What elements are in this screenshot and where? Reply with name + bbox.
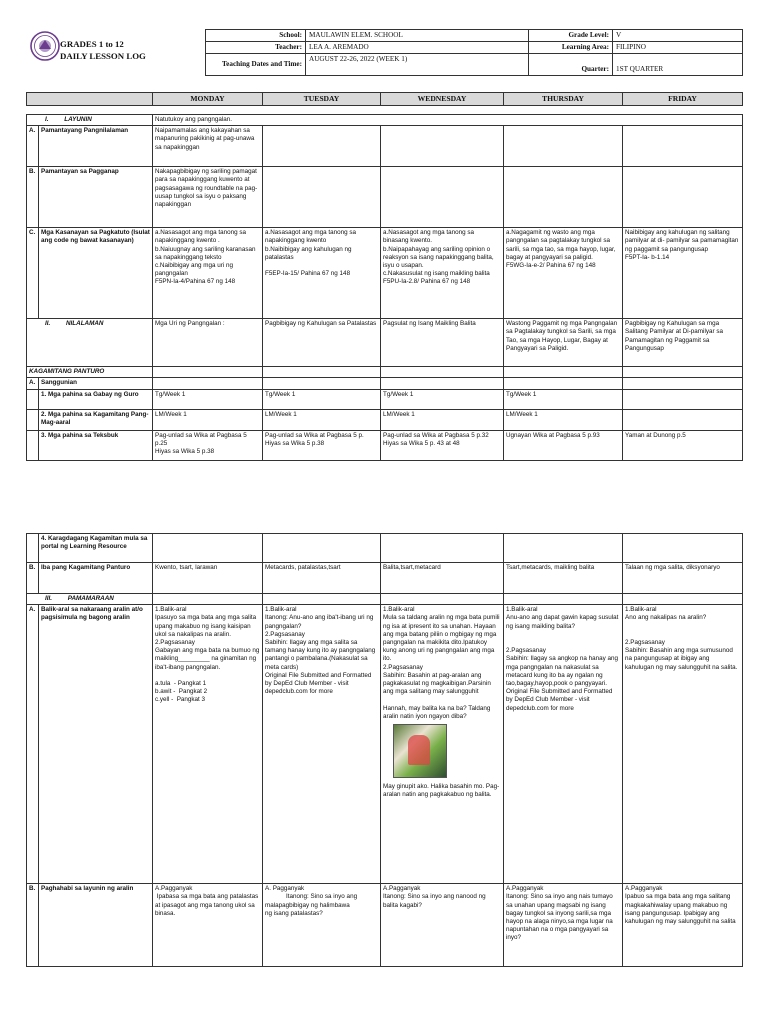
t2b2-tuesday: A. Pagganyak Itanong: Sino sa inyo ang malapagbibigay ng halimbawa ng isang patalastas? — [263, 884, 381, 967]
day-monday: MONDAY — [153, 93, 263, 106]
layunin-title: LAYUNIN — [64, 116, 92, 123]
nilalaman-friday: Pagbibigay ng Kahulugan sa mga Salitang Pamilyar at Di-pamilyar sa Pamamagitan ng Paggamit sa Pangungusap — [623, 319, 743, 367]
lesson-table-1 — [26, 114, 743, 461]
row-nilalaman — [27, 319, 743, 367]
t2a-letter: A. — [27, 605, 39, 884]
r2-monday: LM/Week 1 — [153, 409, 263, 430]
sanggunian-letter: A. — [27, 378, 39, 389]
sang-wednesday — [381, 378, 504, 389]
r4-wednesday — [381, 534, 504, 563]
row-sanggunian — [27, 378, 743, 389]
r4-blank — [27, 534, 39, 563]
r3-label: 3. Mga pahina sa Teksbuk — [39, 430, 153, 460]
r2-friday — [623, 409, 743, 430]
nilalaman-wednesday: Pagsulat ng Isang Maikling Balita — [381, 319, 504, 367]
deped-seal-logo — [30, 31, 60, 61]
grade-label: Grade Level: — [529, 30, 613, 42]
teacher-value: LEA A. AREMADO — [306, 42, 529, 54]
pam-wednesday — [381, 594, 504, 605]
kag-tuesday — [263, 367, 381, 378]
a-monday: Naipamamalas ang kakayahan sa mapanuring pakikinig at pag-unawa sa napakinggan — [153, 126, 263, 167]
pam-friday — [623, 594, 743, 605]
kag-friday — [623, 367, 743, 378]
r3-blank — [27, 430, 39, 460]
a-tuesday — [263, 126, 381, 167]
classroom-photo — [393, 724, 447, 778]
t2b2-wednesday: A.Pagganyak Itanong: Sino sa inyo ang nanood ng balita kagabi? — [381, 884, 504, 967]
nilalaman-monday: Mga Uri ng Pangngalan : — [153, 319, 263, 367]
brand-line2: DAILY LESSON LOG — [60, 51, 146, 61]
sang-friday — [623, 378, 743, 389]
brand-title — [60, 38, 146, 62]
b-letter: B. — [27, 167, 39, 228]
nilalaman-title: NILALAMAN — [66, 320, 104, 328]
header-info-table — [205, 29, 743, 76]
kag-monday — [153, 367, 263, 378]
t2b2-monday: A.Pagganyak Ipabasa sa mga bata ang patalastas at ipasagot ang mga tanong ukol sa binasa. — [153, 884, 263, 967]
quarter-label: Quarter: — [529, 54, 613, 76]
r3-thursday: Ugnayan Wika at Pagbasa 5 p.93 — [504, 430, 623, 460]
layunin-num: I. — [45, 116, 49, 123]
sanggunian-label: Sanggunian — [39, 378, 153, 389]
t2a-wednesday-text2: May ginupit ako. Halika basahin mo. Pag-aralan natin ang pagkakabuo ng balita. — [383, 783, 500, 799]
row-teksbuk — [27, 430, 743, 460]
grade-value: V — [613, 30, 743, 42]
r1-label: 1. Mga pahina sa Gabay ng Guro — [39, 389, 153, 409]
b-label: Pamantayan sa Pagganap — [39, 167, 153, 228]
t2a-friday: 1.Balik-aral Ano ang nakalipas na aralin? 2.Pagsasanay Sabihin: Basahin ang mga sumusunod na pangungusap at ibigay ang kahulugan ng may salungguhit na salita. — [623, 605, 743, 884]
row-layunin — [27, 115, 743, 126]
r4-monday — [153, 534, 263, 563]
pam-monday — [153, 594, 263, 605]
sang-thursday — [504, 378, 623, 389]
t2a-tuesday: 1.Balik-aral Itanong: Anu-ano ang iba't-ibang uri ng pangngalan? 2.Pagsasanay Sabihin: Ilagay ang mga salita sa tamang hanay kung ito ay pangngalang pantangi o pambalana.(Nakasulat sa meta cards) Original File Submitted and Formatted by DepEd Club Member - visit depedclub.com for more — [263, 605, 381, 884]
dates-label: Teaching Dates and Time: — [206, 54, 306, 76]
school-value: MAULAWIN ELEM. SCHOOL — [306, 30, 529, 42]
row-pamantayan-sa-pagganap — [27, 167, 743, 228]
r2-thursday: LM/Week 1 — [504, 409, 623, 430]
sang-tuesday — [263, 378, 381, 389]
c-label: Mga Kasanayan sa Pagkatuto (Isulat ang code ng bawat kasanayan) — [39, 228, 153, 319]
quarter-value: 1ST QUARTER — [613, 54, 743, 76]
seal-icon — [30, 31, 60, 61]
b-monday: Nakapagbibigay ng sariling pamagat para sa napakinggang kuwento at pagsasagawa ng roundtable na pag-uusap tungkol sa isyu o paksang napakinggan — [153, 167, 263, 228]
r1-friday — [623, 389, 743, 409]
layunin-heading — [27, 115, 153, 126]
b-thursday — [504, 167, 623, 228]
r2-wednesday: LM/Week 1 — [381, 409, 504, 430]
a-friday — [623, 126, 743, 167]
t2b2-label: Paghahabi sa layunin ng aralin — [39, 884, 153, 967]
row-pamantayang-pangnilalaman — [27, 126, 743, 167]
row-pamamaraan — [27, 594, 743, 605]
school-label: School: — [206, 30, 306, 42]
r4-label: 4. Karagdagang Kagamitan mula sa portal ng Learning Resource — [39, 534, 153, 563]
t2b2-friday: A.Pagganyak Ipabuo sa mga bata ang mga salitang magkakahiwalay upang makabuo ng isang pangungusap. Ipabigay ang kahulugan ng may salungguhit na salita — [623, 884, 743, 967]
r1-thursday: Tg/Week 1 — [504, 389, 623, 409]
t2b-thursday: Tsart,metacards, maikling balita — [504, 563, 623, 594]
c-wednesday: a.Nasasagot ang mga tanong sa binasang kwento. b.Naipapahayag ang sariling opinion o reaksyon sa isang napakinggang balita, isyu o usapan. c.Nakasusulat ng isang maikling balita F5PU-Ia-2.8/ Pahina 67 ng 148 — [381, 228, 504, 319]
t2b-letter: B. — [27, 563, 39, 594]
a-wednesday — [381, 126, 504, 167]
t2b-wednesday: Balita,tsart,metacard — [381, 563, 504, 594]
kag-wednesday — [381, 367, 504, 378]
c-tuesday: a.Nasasagot ang mga tanong sa napakinggang kwento b.Naibibigay ang kahulugan ng patalastas F5EP-Ia-15/ Pahina 67 ng 148 — [263, 228, 381, 319]
r2-blank — [27, 409, 39, 430]
t2a-label: Balik-aral sa nakaraang aralin at/o pagsisimula ng bagong aralin — [39, 605, 153, 884]
r3-tuesday: Pag-unlad sa Wika at Pagbasa 5 p. Hiyas sa Wika 5 p.38 — [263, 430, 381, 460]
r1-tuesday: Tg/Week 1 — [263, 389, 381, 409]
r1-blank — [27, 389, 39, 409]
row-kagamitang-panturo — [27, 367, 743, 378]
nilalaman-heading — [27, 319, 153, 367]
t2b-label: Iba pang Kagamitang Panturo — [39, 563, 153, 594]
nilalaman-tuesday: Pagbibigay ng Kahulugan sa Patalastas — [263, 319, 381, 367]
r4-tuesday — [263, 534, 381, 563]
a-thursday — [504, 126, 623, 167]
lesson-table-2 — [26, 533, 743, 967]
r3-friday: Yaman at Dunong p.5 — [623, 430, 743, 460]
r3-monday: Pag-unlad sa Wika at Pagbasa 5 p.25 Hiyas sa Wika 5 p.38 — [153, 430, 263, 460]
r4-friday — [623, 534, 743, 563]
r1-monday: Tg/Week 1 — [153, 389, 263, 409]
row-kagamitang-pang-mag-aaral — [27, 409, 743, 430]
row-iba-pang-kagamitan — [27, 563, 743, 594]
area-value: FILIPINO — [613, 42, 743, 54]
kagamitang-heading: KAGAMITANG PANTURO — [27, 367, 153, 378]
days-header — [26, 92, 743, 106]
teacher-label: Teacher: — [206, 42, 306, 54]
t2b2-thursday: A.Pagganyak Itanong: Sino sa inyo ang nais tumayo sa unahan upang magsabi ng isang bagay tungkol sa inyong sarili,sa mga hayop na alaga ninyo,sa mga lugar na napuntahan na o mga pangyayari sa inyo? — [504, 884, 623, 967]
row-gabay-ng-guro — [27, 389, 743, 409]
r2-label: 2. Mga pahina sa Kagamitang Pang-Mag-aaral — [39, 409, 153, 430]
pamamaraan-title: PAMAMARAAN — [67, 595, 114, 602]
row-mga-kasanayan — [27, 228, 743, 319]
row-karagdagang-kagamitan — [27, 534, 743, 563]
day-wednesday: WEDNESDAY — [381, 93, 504, 106]
a-label: Pamantayang Pangnilalaman — [39, 126, 153, 167]
t2a-thursday: 1.Balik-aral Anu-ano ang dapat gawin kapag susulat ng isang maikling balita? 2.Pagsasanay Sabihin: Ilagay sa angkop na hanay ang mga pangngalan na nakasulat sa metacard kung ito ba ay ngalan ng tao,bagay,hayop,pook o pangyayari. Original File Submitted and Formatted by DepEd Club Member - visit depedclub.com for more — [504, 605, 623, 884]
b-tuesday — [263, 167, 381, 228]
b-friday — [623, 167, 743, 228]
b-wednesday — [381, 167, 504, 228]
c-monday: a.Nasasagot ang mga tanong sa napakinggang kwento . b.Naiuugnay ang sariling karanasan sa napakinggang teksto c.Naibibigay ang mga uri ng pangngalan F5PN-Ia-4/Pahina 67 ng 148 — [153, 228, 263, 319]
layunin-monday: Natutukoy ang pangngalan. — [153, 115, 743, 126]
t2a-wednesday-text1: 1.Balik-aral Mula sa taldang aralin ng mga bata pumili ng isa at ipresent ito sa unahan. Hayaan ang mga batang piliin o mgbigay ng mga pangngalan na makikita dito.Ipatukoy kung anong uri ng pangngalan ang mga ito. 2.Pagsasanay Sabihin: Basahin at pag-aralan ang pagkakasulat ng magkaibigan.Parsinin ang mga salitang may salungguhit Hannah, may balita ka na ba? Taldang aralin natin iyon ngayon diba? — [383, 606, 500, 720]
row-balik-aral — [27, 605, 743, 884]
row-paghahabi — [27, 884, 743, 967]
r2-tuesday: LM/Week 1 — [263, 409, 381, 430]
c-letter: C. — [27, 228, 39, 319]
pam-tuesday — [263, 594, 381, 605]
c-thursday: a.Nagagamit ng wasto ang mga pangngalan sa pagtalakay tungkol sa sarili, sa mga tao, sa mga hayop, lugar, bagay at pangyayari sa paligid. F5WG-Ia-e-2/ Pahina 67 ng 148 — [504, 228, 623, 319]
t2b-tuesday: Metacards, patalastas,tsart — [263, 563, 381, 594]
t2a-monday: 1.Balik-aral Ipasuyo sa mga bata ang mga salita upang makabuo ng isang kaisipan ukol sa nakalipas na aralin. 2.Pagsasanay Gabayan ang mga bata na bumuo ng maikling_________ na ginamitan ng iba't-ibang pangngalan. a.tula - Pangkat 1 b.awit - Pangkat 2 c.yell - Pangkat 3 — [153, 605, 263, 884]
day-thursday: THURSDAY — [504, 93, 623, 106]
nilalaman-thursday: Wastong Paggamit ng mga Pangngalan sa Pagtalakay tungkol sa Sarili, sa mga Tao, sa mga Hayop, Lugar, Bagay at Pangyayari sa Paligid. — [504, 319, 623, 367]
pam-thursday — [504, 594, 623, 605]
day-tuesday: TUESDAY — [263, 93, 381, 106]
a-letter: A. — [27, 126, 39, 167]
r1-wednesday: Tg/Week 1 — [381, 389, 504, 409]
pamamaraan-num: III. — [45, 595, 52, 602]
sang-monday — [153, 378, 263, 389]
t2b2-letter: B. — [27, 884, 39, 967]
r3-wednesday: Pag-unlad sa Wika at Pagbasa 5 p.32 Hiyas sa Wika 5 p. 43 at 48 — [381, 430, 504, 460]
t2b-friday: Talaan ng mga salita, diksyonaryo — [623, 563, 743, 594]
day-friday: FRIDAY — [623, 93, 743, 106]
kag-thursday — [504, 367, 623, 378]
brand-line1: GRADES 1 to 12 — [60, 39, 124, 49]
area-label: Learning Area: — [529, 42, 613, 54]
dates-value: AUGUST 22-26, 2022 (WEEK 1) — [306, 54, 529, 76]
nilalaman-num: II. — [45, 320, 51, 328]
pamamaraan-heading — [27, 594, 153, 605]
photo-figure — [408, 735, 430, 765]
c-friday: Naibibigay ang kahulugan ng salitang pamilyar at di- pamilyar sa pamamagitan ng paggamit sa pangungusap F5PT-Ia- b-1.14 — [623, 228, 743, 319]
days-blank-cell — [27, 93, 153, 106]
t2b-monday: Kwento, tsart, larawan — [153, 563, 263, 594]
r4-thursday — [504, 534, 623, 563]
t2a-wednesday — [381, 605, 504, 884]
